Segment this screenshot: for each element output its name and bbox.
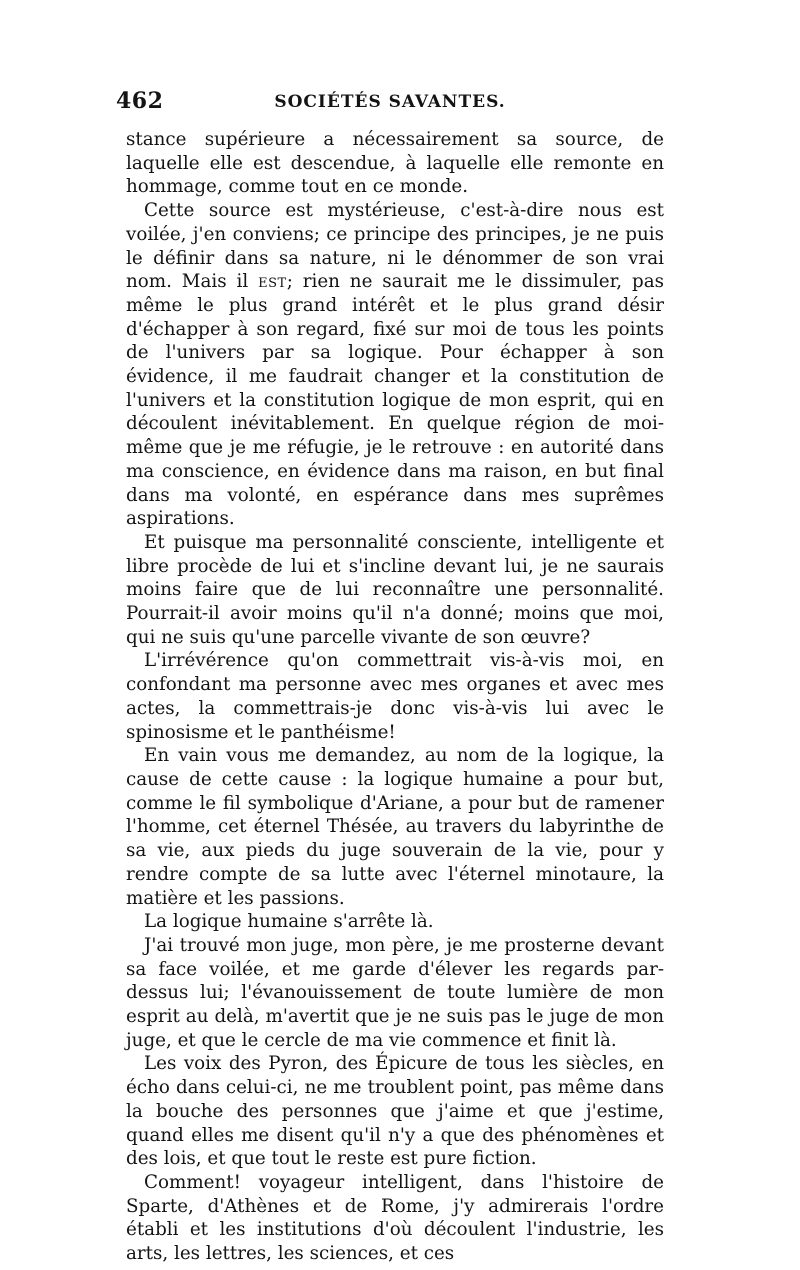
paragraph-text: ; rien ne saurait me le dissimuler, pas même le plus grand intérêt et le plus grand désir d'échapper à son regard, fixé sur moi de tous les points de l'univers par sa logique. Pour échapper à son évidence, il me faudrait changer et la constitution de l'univers et la constitution logique de mon esprit, qui en découlent inévitablement. En quelque région de moi-même que je me réfugie, je le retrouve : en autorité dans ma conscience, en évidence dans ma raison, en but final dans ma volonté, en espérance dans mes suprêmes aspirations. <box>126 271 664 530</box>
paragraph: En vain vous me demandez, au nom de la logique, la cause de cette cause : la logique humaine a pour but, comme le fil symbolique d'Ariane, a pour but de ramener l'homme, cet éternel Thésée, au travers du labyrinthe de sa vie, aux pieds du juge souverain de la vie, pour y rendre compte de sa lutte avec l'éternel minotaure, la matière et les passions. <box>126 745 664 909</box>
paragraph-text: Cette source est mystérieuse, c'est-à-dire nous est voilée, j'en conviens; ce principe des principes, je ne puis le définir dans sa nature, ni le dénommer de son vrai nom. Mais il <box>126 200 664 293</box>
paragraph: J'ai trouvé mon juge, mon père, je me prosterne devant sa face voilée, et me garde d'élever les regards par-dessus lui; l'évanouissement de toute lumière de mon esprit au delà, m'avertit que je ne suis pas le juge de mon juge, et que le cercle de ma vie commence et finit là. <box>126 934 664 1051</box>
small-caps-word: est <box>258 271 287 293</box>
paragraph: L'irrévérence qu'on commettrait vis-à-vis moi, en confondant ma personne avec mes organes et avec mes actes, la commettrais-je donc vis-à-vis lui avec le spinosisme et le panthéisme! <box>126 650 664 743</box>
running-title: SOCIÉTÉS SAVANTES. <box>274 92 506 112</box>
paragraph <box>126 199 664 531</box>
paragraph: Les voix des Pyron, des Épicure de tous les siècles, en écho dans celui-ci, ne me troublent point, pas même dans la bouche des personnes que j'aime et que j'estime, quand elles me disent qu'il n'y a que des phénomènes et des lois, et que tout le reste est pure fiction. <box>126 1053 664 1170</box>
paragraph: Et puisque ma personnalité consciente, intelligente et libre procède de lui et s'incline devant lui, je ne saurais moins faire que de lui reconnaître une personnalité. Pourrait-il avoir moins qu'il n'a donné; moins que moi, qui ne suis qu'une parcelle vivante de son œuvre? <box>126 531 664 648</box>
book-page <box>110 88 670 1266</box>
paragraph: stance supérieure a nécessairement sa source, de laquelle elle est descendue, à laquelle elle remonte en hommage, comme tout en ce monde. <box>126 129 664 198</box>
paragraph: Comment! voyageur intelligent, dans l'histoire de Sparte, d'Athènes et de Rome, j'y admirerais l'ordre établi et les institutions d'où découlent l'industrie, les arts, les lettres, les sciences, et ces <box>126 1171 664 1265</box>
body-text <box>110 128 670 1266</box>
paragraph: La logique humaine s'arrête là. <box>144 911 434 933</box>
page-header <box>110 88 670 122</box>
page-number: 462 <box>116 88 164 114</box>
